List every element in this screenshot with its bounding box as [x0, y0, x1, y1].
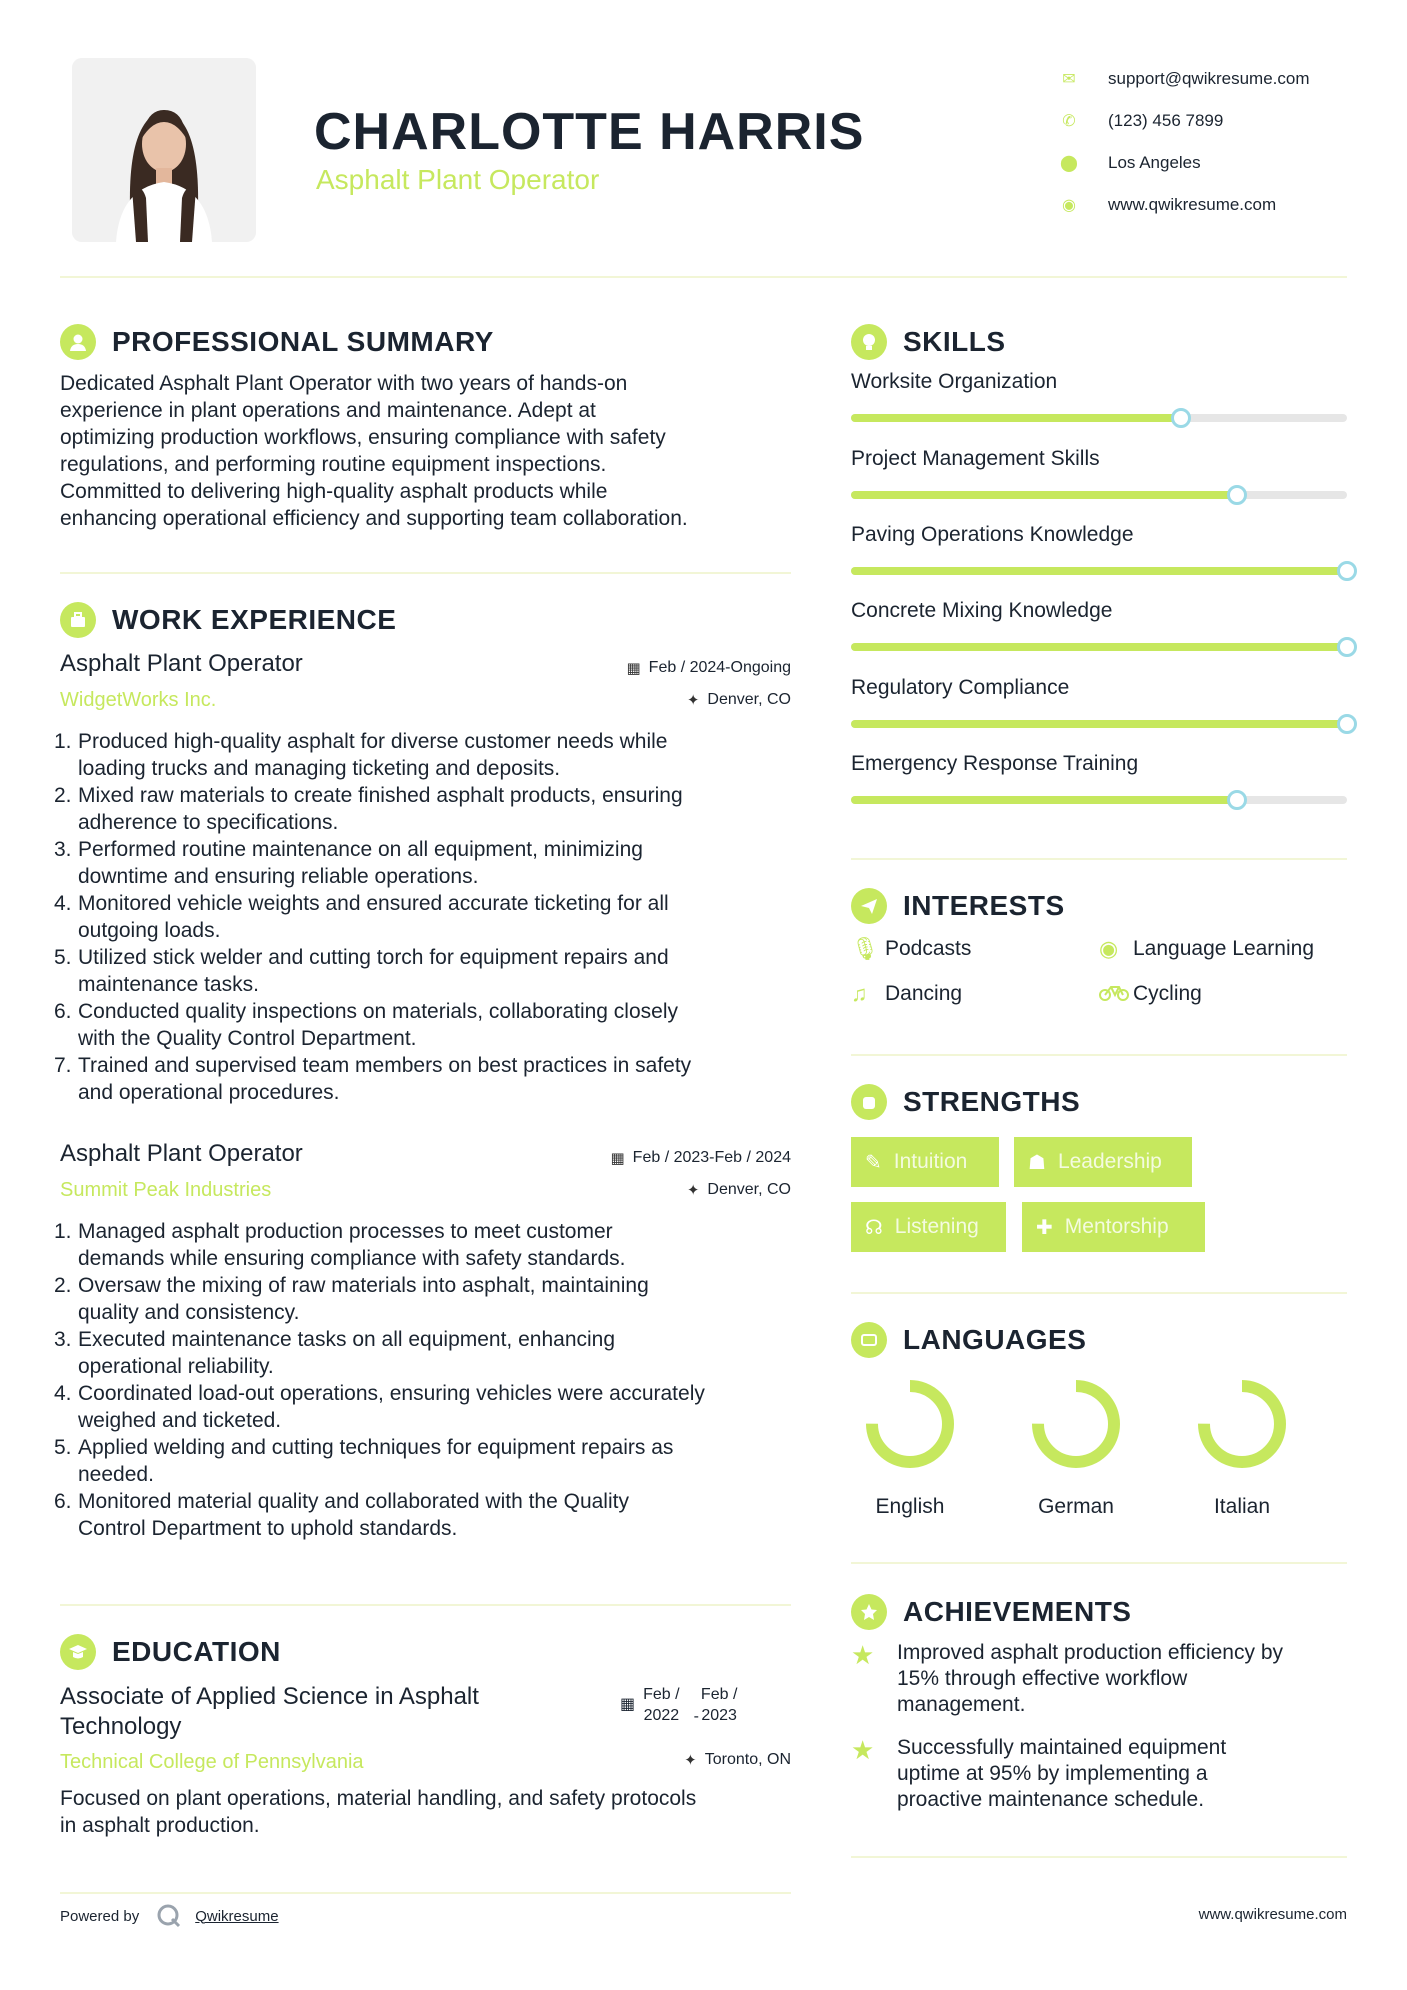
achievement-text: Successfully maintained equipment uptime at 95% by implementing a proactive maintenance schedule.	[897, 1736, 1227, 1811]
summary-text	[60, 370, 800, 532]
education-description: Focused on plant operations, material handling, and safety protocols in asphalt production.	[60, 1787, 697, 1837]
list-item: 4. Monitored vehicle weights and ensured accurate ticketing for all outgoing loads.	[54, 892, 669, 942]
list-item: 1. Managed asphalt production processes to meet customer demands while ensuring compliance with safety standards.	[54, 1220, 626, 1270]
skill-bar	[851, 491, 1347, 499]
star-icon: ★	[851, 1640, 875, 1670]
languages-divider	[851, 1562, 1347, 1564]
footer-divider	[60, 1892, 791, 1894]
contact-phone-text: (123) 456 7899	[1108, 111, 1224, 130]
skill-item	[851, 752, 1347, 804]
users-icon: ☗	[1028, 1151, 1046, 1174]
skills-divider	[851, 858, 1347, 860]
summary-heading-text: PROFESSIONAL SUMMARY	[112, 326, 494, 357]
job-bullets	[54, 728, 800, 1106]
skill-item	[851, 676, 1347, 728]
job-date-text: Feb / 2024-Ongoing	[648, 659, 791, 676]
envelope-icon: ✉	[1062, 71, 1076, 88]
contact-email-text: support@qwikresume.com	[1108, 69, 1310, 88]
experience-heading-text: WORK EXPERIENCE	[112, 604, 397, 635]
magic-wand-icon: ✎	[865, 1151, 882, 1174]
job-location	[687, 1181, 791, 1199]
contact-block	[1050, 58, 1310, 226]
strengths-divider	[851, 1292, 1347, 1294]
summary-line: Committed to delivering high-quality asphalt products while	[60, 480, 608, 503]
skill-knob	[1337, 637, 1357, 657]
skills-heading	[851, 324, 1006, 360]
summary-divider	[60, 572, 791, 574]
skill-name: Project Management Skills	[851, 447, 1100, 470]
skill-item	[851, 599, 1347, 651]
job-date	[626, 659, 791, 677]
interest-label: Dancing	[885, 982, 963, 1005]
education-start: Feb / 2022	[643, 1686, 680, 1724]
star-icon: ★	[851, 1735, 875, 1765]
language-label: English	[875, 1495, 945, 1518]
education-location	[684, 1751, 791, 1769]
strength-label: Mentorship	[1064, 1215, 1169, 1238]
summary-line: enhancing operational efficiency and supporting team collaboration.	[60, 507, 688, 530]
strength-label: Intuition	[893, 1150, 968, 1173]
briefcase-icon	[60, 602, 96, 638]
summary-heading	[60, 324, 494, 360]
interests-heading-text: INTERESTS	[903, 890, 1065, 921]
achievements-heading	[851, 1594, 1131, 1630]
interest-item	[1099, 981, 1202, 1007]
list-item: 4. Coordinated load-out operations, ensuring vehicles were accurately weighed and ticketed.	[54, 1382, 705, 1432]
languages-heading	[851, 1322, 1086, 1358]
music-note-icon: ♫	[851, 981, 868, 1006]
list-item: 7. Trained and supervised team members on best practices in safety and operational procedures.	[54, 1054, 692, 1104]
education-end: Feb / 2023	[700, 1686, 738, 1724]
contact-location-text: Los Angeles	[1108, 153, 1201, 172]
list-item: 3. Performed routine maintenance on all equipment, minimizing downtime and ensuring reliable operations.	[54, 838, 643, 888]
candidate-name: CHARLOTTE HARRIS	[314, 103, 865, 161]
user-plus-icon: ✚	[1036, 1216, 1053, 1239]
skill-fill	[851, 491, 1237, 499]
lightbulb-icon	[851, 324, 887, 360]
footer-powered-by	[60, 1902, 279, 1930]
school-name: Technical College of Pennsylvania	[60, 1751, 364, 1773]
language-ring	[862, 1376, 958, 1472]
skill-knob	[1227, 485, 1247, 505]
job-date-text: Feb / 2023-Feb / 2024	[632, 1149, 791, 1166]
trophy-icon	[851, 1594, 887, 1630]
qwikresume-link[interactable]: Qwikresume	[195, 1907, 279, 1925]
contact-location	[1050, 142, 1310, 184]
strength-chip	[1014, 1137, 1192, 1187]
skill-bar	[851, 796, 1347, 804]
job-location	[687, 691, 791, 709]
list-item: 5. Applied welding and cutting techniques for equipment repairs as needed.	[54, 1436, 674, 1486]
skill-bar	[851, 643, 1347, 651]
skill-fill	[851, 414, 1181, 422]
skill-knob	[1171, 408, 1191, 428]
skill-item	[851, 447, 1347, 499]
paper-plane-icon	[851, 888, 887, 924]
candidate-title: Asphalt Plant Operator	[316, 164, 600, 195]
list-item: 6. Monitored material quality and collaborated with the Quality Control Department to uphold standards.	[54, 1490, 629, 1540]
pin-icon: ✦	[686, 692, 700, 709]
achievements-divider	[851, 1856, 1347, 1858]
job-location-text: Denver, CO	[707, 691, 791, 708]
skill-name: Concrete Mixing Knowledge	[851, 599, 1113, 622]
language-item	[1016, 1376, 1136, 1519]
list-item: 1. Produced high-quality asphalt for diverse customer needs while loading trucks and managing ticketing and deposits.	[54, 730, 668, 780]
interest-item	[851, 936, 971, 962]
skill-fill	[851, 720, 1347, 728]
skill-item	[851, 370, 1347, 422]
calendar-icon: ▦	[610, 1150, 625, 1167]
strength-label: Listening	[894, 1215, 979, 1238]
header-divider	[60, 276, 1347, 278]
achievements-heading-text: ACHIEVEMENTS	[903, 1596, 1132, 1627]
skill-name: Regulatory Compliance	[851, 676, 1070, 699]
job-company: Summit Peak Industries	[60, 1179, 272, 1201]
strength-label: Leadership	[1057, 1150, 1162, 1173]
contact-website[interactable]	[1050, 184, 1310, 226]
strengths-heading-text: STRENGTHS	[903, 1086, 1081, 1117]
list-item: 2. Oversaw the mixing of raw materials into asphalt, maintaining quality and consistency.	[54, 1274, 649, 1324]
languages-heading-text: LANGUAGES	[903, 1324, 1087, 1355]
globe-icon: ◉	[1099, 936, 1119, 961]
footer-website-link[interactable]: www.qwikresume.com	[1198, 1906, 1347, 1923]
microphone-icon: 🎙	[851, 936, 879, 961]
summary-line: regulations, and performing routine equipment inspections.	[60, 453, 607, 476]
strengths-heading	[851, 1084, 1080, 1120]
summary-line: Dedicated Asphalt Plant Operator with two years of hands-on	[60, 372, 628, 395]
calendar-icon: ▦	[626, 660, 641, 677]
experience-heading	[60, 602, 396, 638]
skill-fill	[851, 643, 1347, 651]
pin-icon: ✦	[686, 1182, 700, 1199]
list-item: 2. Mixed raw materials to create finished asphalt products, ensuring adherence to specifications.	[54, 784, 683, 834]
headphones-icon: ☊	[865, 1216, 883, 1239]
map-pin-icon: ⬤	[1060, 155, 1078, 172]
skill-bar	[851, 720, 1347, 728]
skill-name: Worksite Organization	[851, 370, 1058, 393]
language-ring	[1028, 1376, 1124, 1472]
powered-by-text: Powered by	[60, 1907, 140, 1925]
interest-item	[851, 981, 962, 1007]
education-location-text: Toronto, ON	[704, 1751, 791, 1768]
skill-knob	[1337, 714, 1357, 734]
profile-photo	[72, 58, 256, 242]
calendar-icon: ▦	[620, 1696, 636, 1713]
interest-label: Language Learning	[1133, 937, 1315, 960]
job-title: Asphalt Plant Operator	[60, 1140, 303, 1167]
achievement-item	[851, 1640, 1347, 1718]
skills-heading-text: SKILLS	[903, 326, 1006, 357]
summary-line: experience in plant operations and maintenance. Adept at	[60, 399, 596, 422]
strength-chip	[1022, 1202, 1205, 1252]
language-label: Italian	[1213, 1495, 1271, 1518]
interests-heading	[851, 888, 1065, 924]
interest-item	[1099, 936, 1314, 962]
skill-name: Emergency Response Training	[851, 752, 1139, 775]
skill-item	[851, 523, 1347, 575]
skill-fill	[851, 796, 1237, 804]
bicycle-icon	[1099, 981, 1127, 1007]
qwikresume-logo-icon	[155, 1902, 183, 1930]
skill-knob	[1227, 790, 1247, 810]
list-item: 3. Executed maintenance tasks on all equipment, enhancing operational reliability.	[54, 1328, 616, 1378]
graduation-icon	[60, 1634, 96, 1670]
user-icon	[60, 324, 96, 360]
language-ring	[1194, 1376, 1290, 1472]
globe-icon: ◉	[1062, 197, 1076, 214]
interests-divider	[851, 1054, 1347, 1056]
summary-line: optimizing production workflows, ensuring compliance with safety	[60, 426, 666, 449]
skill-knob	[1337, 561, 1357, 581]
list-item: 6. Conducted quality inspections on materials, collaborating closely with the Quality Control Department.	[54, 1000, 678, 1050]
fist-icon	[851, 1084, 887, 1120]
interest-label: Podcasts	[885, 937, 972, 960]
skill-fill	[851, 567, 1347, 575]
job-bullets	[54, 1218, 800, 1542]
job-company: WidgetWorks Inc.	[60, 689, 217, 711]
education-heading	[60, 1634, 281, 1670]
list-item: 5. Utilized stick welder and cutting torch for equipment repairs and maintenance tasks.	[54, 946, 669, 996]
skill-bar	[851, 414, 1347, 422]
skill-bar	[851, 567, 1347, 575]
date-dash: -	[693, 1708, 699, 1725]
degree-title: Associate of Applied Science in Asphalt Technology	[60, 1683, 479, 1740]
language-icon	[851, 1322, 887, 1358]
experience-divider	[60, 1604, 791, 1606]
job-title: Asphalt Plant Operator	[60, 650, 303, 677]
skill-name: Paving Operations Knowledge	[851, 523, 1134, 546]
strength-chip	[851, 1202, 1006, 1252]
achievement-item	[851, 1735, 1347, 1813]
job-location-text: Denver, CO	[707, 1181, 791, 1198]
interest-label: Cycling	[1133, 982, 1202, 1005]
education-date	[620, 1684, 737, 1726]
contact-phone[interactable]	[1050, 100, 1310, 142]
language-item	[1182, 1376, 1302, 1519]
language-item	[850, 1376, 970, 1519]
phone-icon: ✆	[1062, 113, 1076, 130]
education-heading-text: EDUCATION	[112, 1636, 281, 1667]
contact-email[interactable]	[1050, 58, 1310, 100]
contact-website-text: www.qwikresume.com	[1108, 195, 1277, 214]
job-date	[610, 1149, 791, 1167]
pin-icon: ✦	[684, 1752, 697, 1769]
strength-chip	[851, 1137, 999, 1187]
language-label: German	[1038, 1495, 1114, 1518]
achievement-text: Improved asphalt production efficiency by 15% through effective workflow management.	[897, 1641, 1283, 1716]
